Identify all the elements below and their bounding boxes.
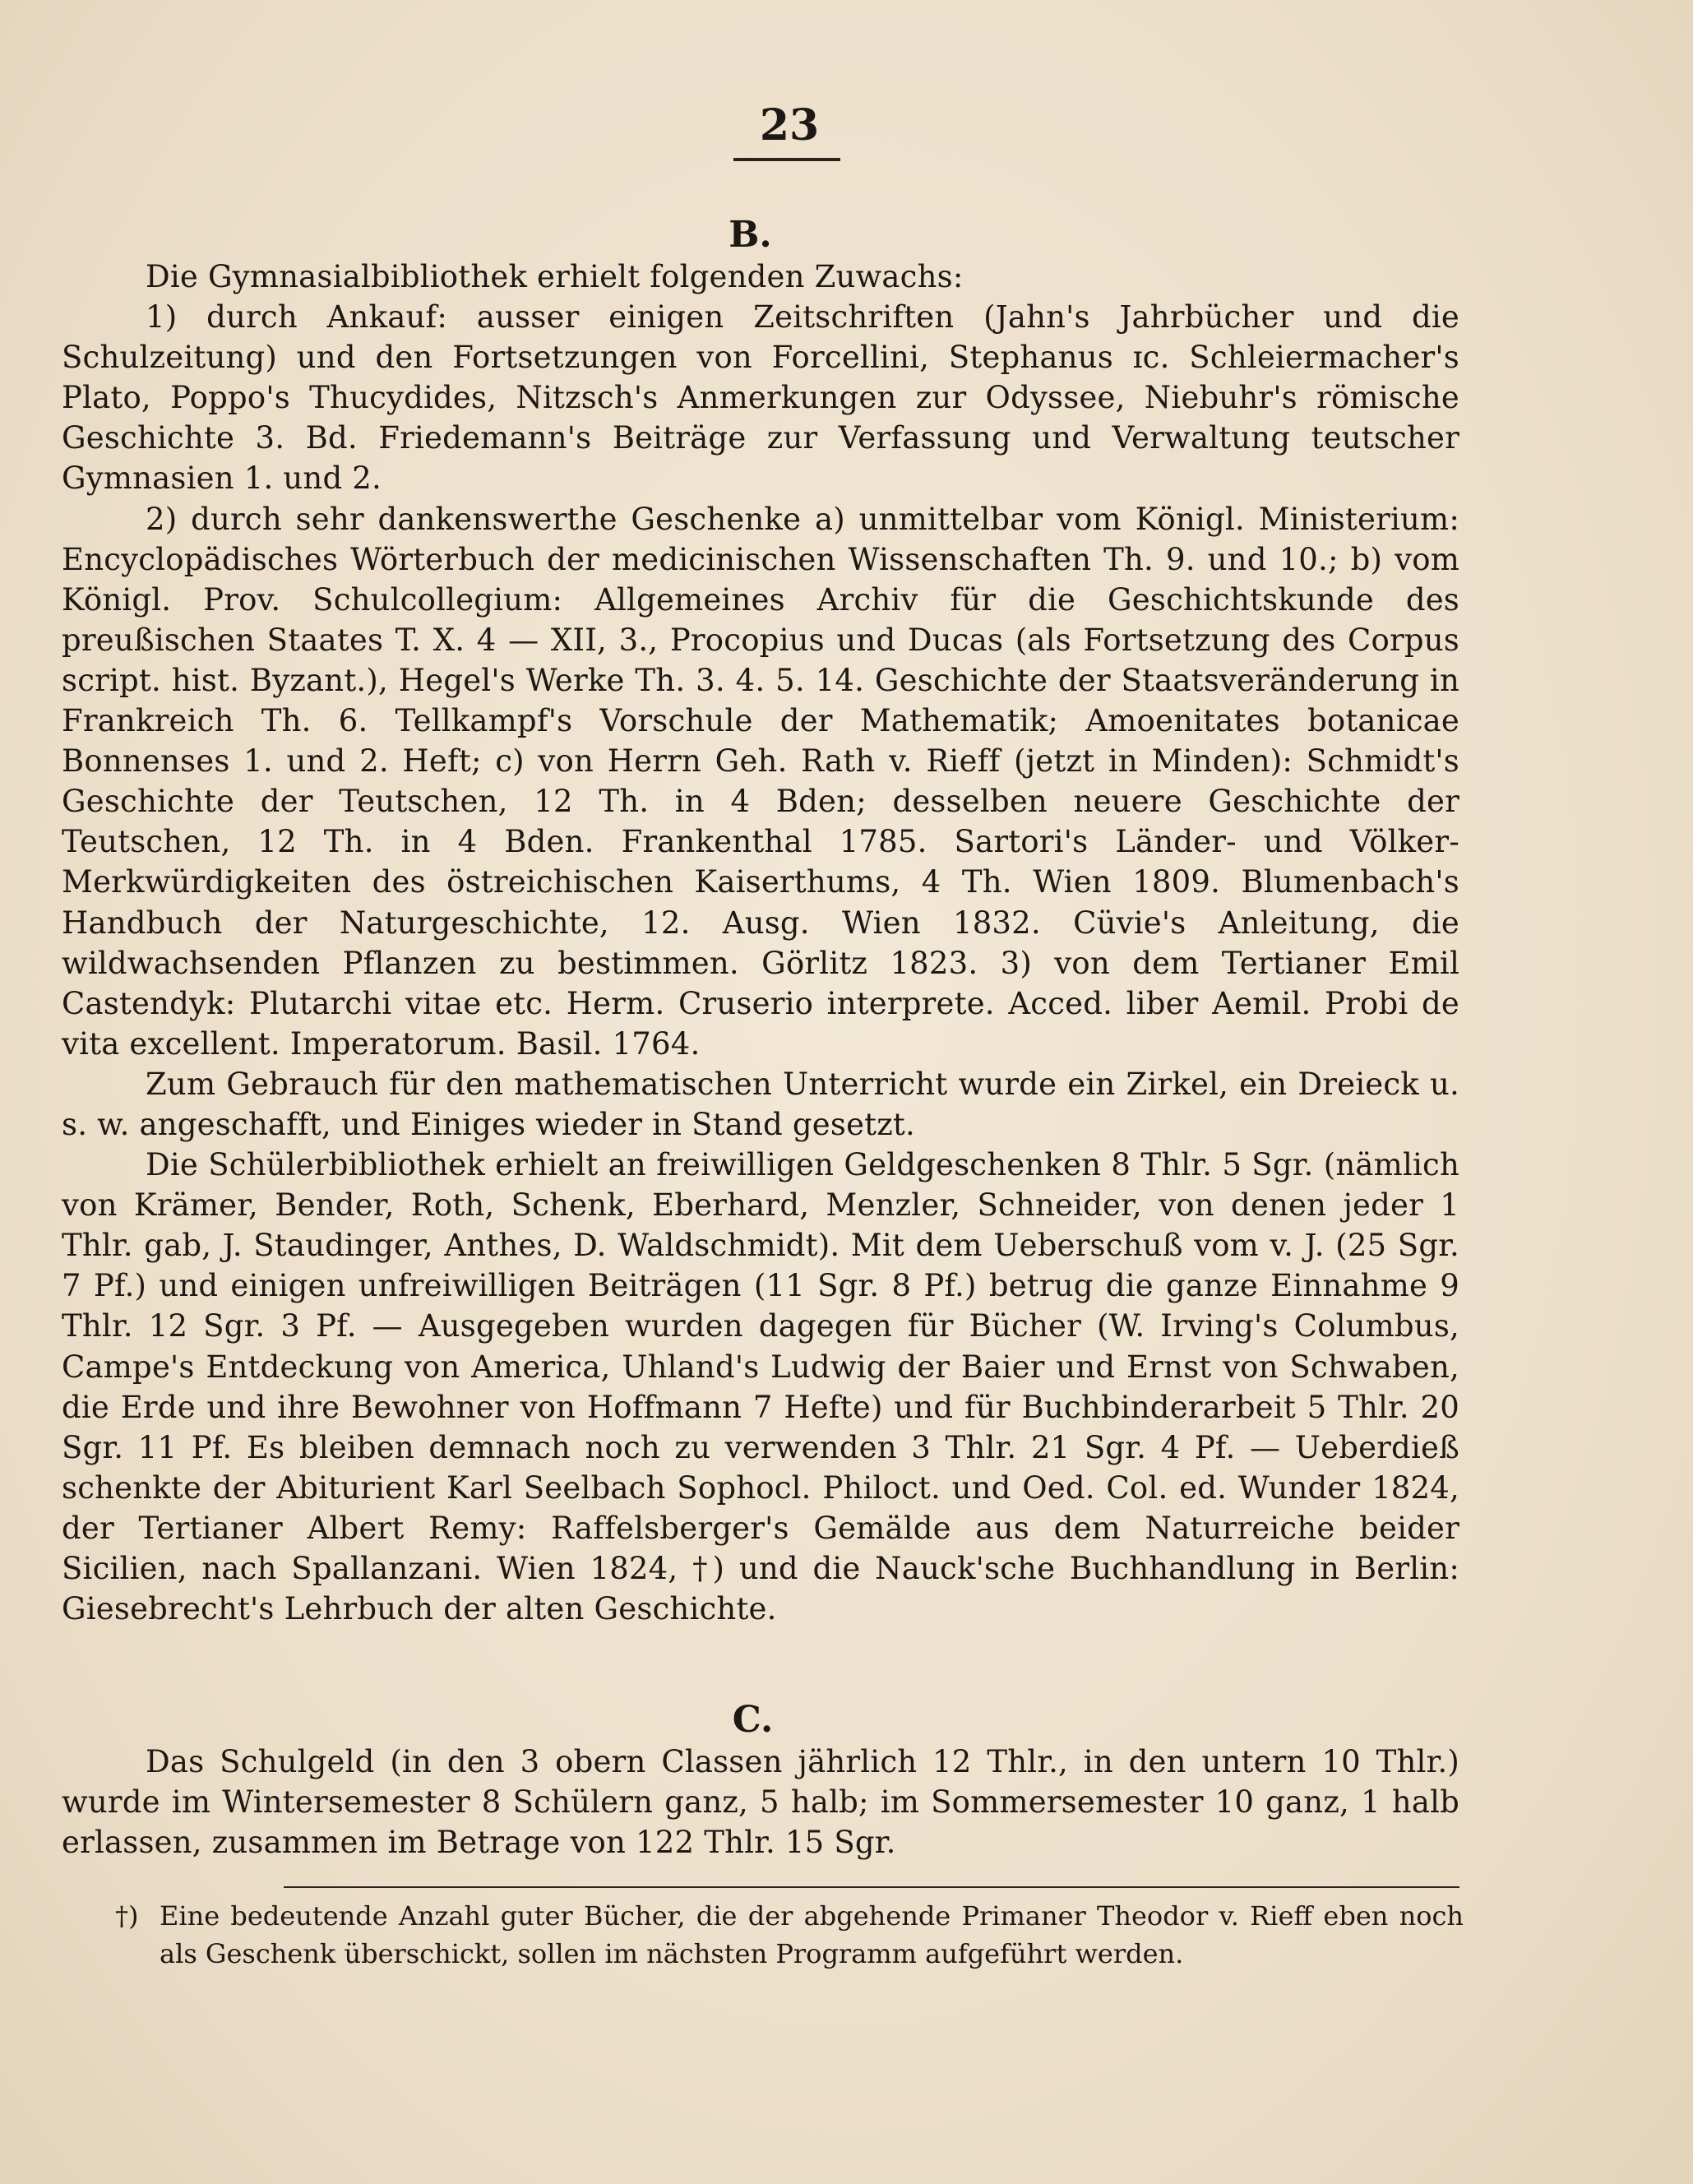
- page-number: 23: [759, 100, 820, 150]
- instruments-paragraph: Zum Gebrauch für den mathematischen Unterricht wurde ein Zirkel, ein Dreieck u. s. w. angeschafft, und Einiges wieder in Stand gesetzt.: [62, 1066, 1459, 1142]
- library-purchases: 1) durch Ankauf: ausser einigen Zeitschriften (Jahn's Jahrbücher und die Schulzeitung) und den Fortsetzungen von Forcellini, Stephanus ɪc. Schleiermacher's Plato, Poppo's Thucydides, Nitzsch's Anmerkungen zur Odyssee, Niebuhr's römische Geschichte 3. Bd. Friedemann's Beiträge zur Verfassung und Verwaltung teutscher Gymnasien 1. und 2.: [62, 299, 1459, 497]
- footnote-text: Eine bedeutende Anzahl guter Bücher, die der abgehende Primaner Theodor v. Rieff eben noch als Geschenk überschickt, sollen im nächsten Programm aufgeführt werden.: [160, 1900, 1464, 1969]
- section-heading-b: B.: [729, 214, 772, 256]
- section-c-body: [62, 1742, 1459, 1862]
- footnote-mark: †): [115, 1900, 139, 1932]
- section-heading-c: C.: [732, 1699, 774, 1741]
- library-gifts: 2) durch sehr dankenswerthe Geschenke a) unmittelbar vom Königl. Ministerium: Encyclopädisches Wörterbuch der medicinischen Wissenschaften Th. 9. und 10.; b) vom Königl. Prov. Schulcollegium: Allgemeines Archiv für die Geschichtskunde des preußischen Staates T. X. 4 — XII, 3., Procopius und Ducas (als Fortsetzung des Corpus script. hist. Byzant.), Hegel's Werke Th. 3. 4. 5. 14. Geschichte der Staatsveränderung in Frankreich Th. 6. Tellkampf's Vorschule der Mathematik; Amoenitates botanicae Bonnenses 1. und 2. Heft; c) von Herrn Geh. Rath v. Rieff (jetzt in Minden): Schmidt's Geschichte der Teutschen, 12 Th. in 4 Bden; desselben neuere Geschichte der Teutschen, 12 Th. in 4 Bden. Frankenthal 1785. Sartori's Länder- und Völker-Merkwürdigkeiten des östreichischen Kaiserthums, 4 Th. Wien 1809. Blumenbach's Handbuch der Naturgeschichte, 12. Ausg. Wien 1832. Cüvie's Anleitung, die wildwachsenden Pflanzen zu bestimmen. Görlitz 1823. 3) von dem Tertianer Emil Castendyk: Plutarchi vitae etc. Herm. Cruserio interprete. Acced. liber Aemil. Probi de vita excellent. Imperatorum. Basil. 1764.: [62, 501, 1459, 1062]
- student-library-paragraph: Die Schülerbibliothek erhielt an freiwilligen Geldgeschenken 8 Thlr. 5 Sgr. (nämlich von Krämer, Bender, Roth, Schenk, Eberhard, Menzler, Schneider, von denen jeder 1 Thlr. gab, J. Staudinger, Anthes, D. Waldschmidt). Mit dem Ueberschuß vom v. J. (25 Sgr. 7 Pf.) und einigen unfreiwilligen Beiträgen (11 Sgr. 8 Pf.) betrug die ganze Einnahme 9 Thlr. 12 Sgr. 3 Pf. — Ausgegeben wurden dagegen für Bücher (W. Irving's Columbus, Campe's Entdeckung von America, Uhland's Ludwig der Baier und Ernst von Schwaben, die Erde und ihre Bewohner von Hoffmann 7 Hefte) und für Buchbinderarbeit 5 Thlr. 20 Sgr. 11 Pf. Es bleiben demnach noch zu verwenden 3 Thlr. 21 Sgr. 4 Pf. — Ueberdieß schenkte der Abiturient Karl Seelbach Sophocl. Philoct. und Oed. Col. ed. Wunder 1824, der Tertianer Albert Remy: Raffelsberger's Gemälde aus dem Naturreiche beider Sicilien, nach Spallanzani. Wien 1824, †) und die Nauck'sche Buchhandlung in Berlin: Giesebrecht's Lehrbuch der alten Geschichte.: [62, 1147, 1459, 1627]
- school-fees-paragraph: Das Schulgeld (in den 3 obern Classen jährlich 12 Thlr., in den untern 10 Thlr.) wurde im Wintersemester 8 Schülern ganz, 5 halb; im Sommersemester 10 ganz, 1 halb erlassen, zusammen im Betrage von 122 Thlr. 15 Sgr.: [62, 1744, 1459, 1861]
- footnote: [115, 1897, 1464, 1973]
- page-number-rule: [733, 158, 840, 161]
- footnote-divider: [284, 1886, 1459, 1888]
- section-b-body: [62, 257, 1459, 1629]
- library-intro: Die Gymnasialbibliothek erhielt folgenden Zuwachs:: [146, 259, 964, 294]
